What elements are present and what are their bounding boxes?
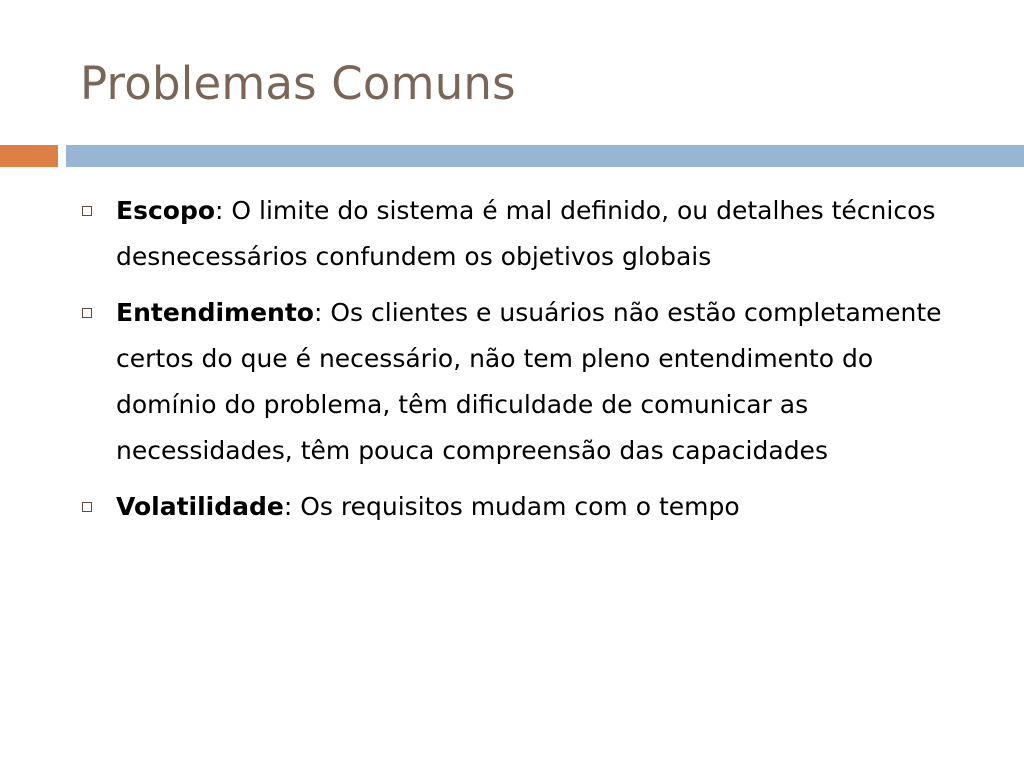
bullet-separator: : [313,298,331,327]
bullet-term: Volatilidade [116,492,284,521]
bullet-term: Escopo [116,196,216,225]
bullet-separator: : [283,492,301,521]
bullet-item-volatilidade [80,484,980,530]
slide-title: Problemas Comuns [80,57,516,110]
bullet-text: Os clientes e usuários não estão completamente certos do que é necessário, não tem pleno entendimento do domínio do problema, têm dificuldade de comunicar as necessidades, têm pouca compreensão das capacidades [116,298,942,465]
bullet-separator: : [215,196,232,225]
bullet-list [80,188,980,540]
bullet-item-entendimento [80,290,980,474]
hollow-square-icon [82,206,92,216]
bullet-item-escopo [80,188,980,280]
hollow-square-icon [82,308,92,318]
hollow-square-icon [82,502,92,512]
bullet-term: Entendimento [116,298,314,327]
bullet-text: Os requisitos mudam com o tempo [300,492,740,521]
title-rule-bar [66,145,1024,167]
bullet-text: O limite do sistema é mal definido, ou detalhes técnicos desnecessários confundem os objetivos globais [116,196,936,271]
accent-bar [0,145,58,167]
